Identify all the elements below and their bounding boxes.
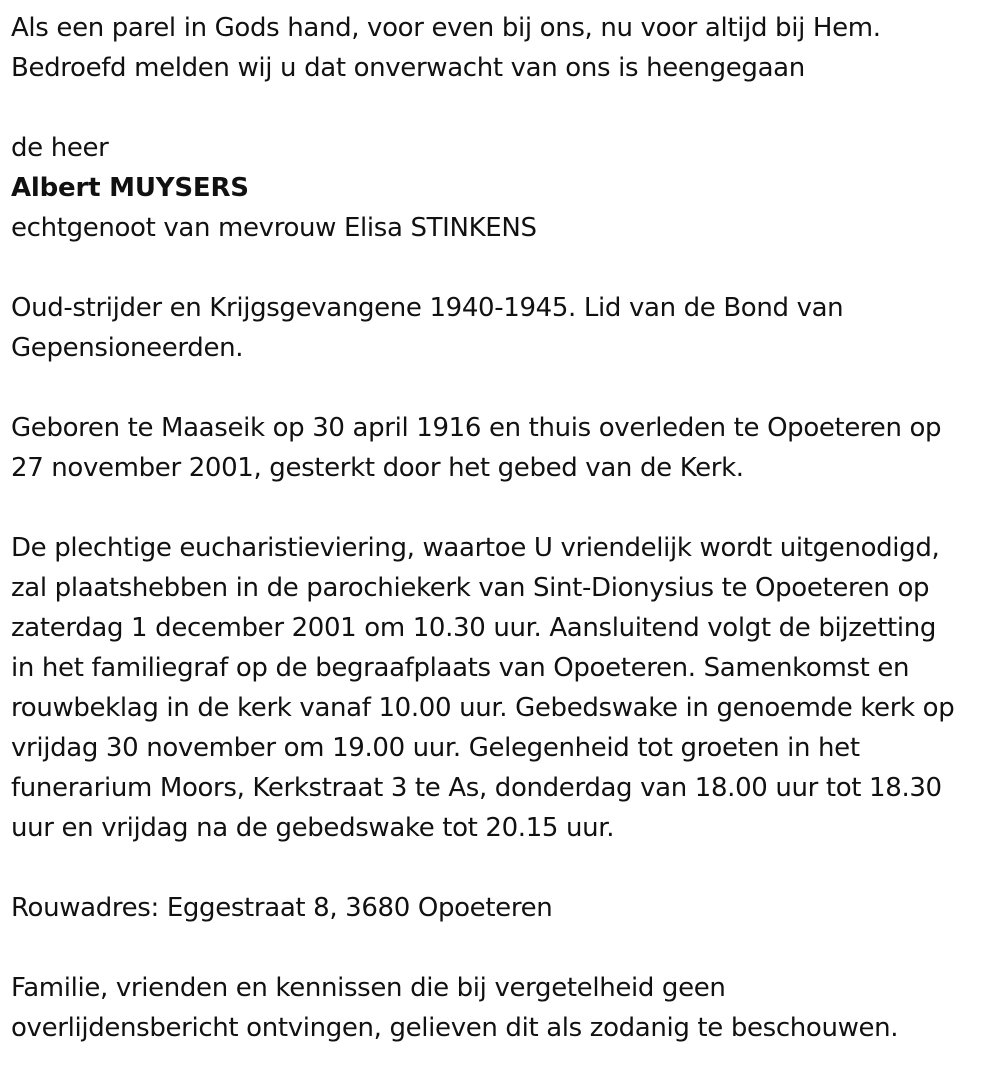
bio-line: Gepensioneerden. bbox=[11, 333, 244, 363]
paragraph-spacer bbox=[11, 88, 991, 128]
paragraph-spacer bbox=[11, 848, 991, 888]
birth-death-line: 27 november 2001, gesterkt door het gebed van de Kerk. bbox=[11, 453, 744, 483]
paragraph-spacer bbox=[11, 488, 991, 528]
honorific: de heer bbox=[11, 133, 109, 163]
closing-line: overlijdensbericht ontvingen, gelieven dit als zodanig te beschouwen. bbox=[11, 1013, 899, 1043]
ceremony-line: De plechtige eucharistieviering, waartoe U vriendelijk wordt uitgenodigd, bbox=[11, 533, 940, 563]
deceased-name: Albert MUYSERS bbox=[11, 173, 249, 203]
closing-line: Familie, vrienden en kennissen die bij vergetelheid geen bbox=[11, 973, 726, 1003]
ceremony-line: vrijdag 30 november om 19.00 uur. Gelegenheid tot groeten in het bbox=[11, 733, 860, 763]
ceremony-line: zaterdag 1 december 2001 om 10.30 uur. Aansluitend volgt de bijzetting bbox=[11, 613, 937, 643]
ceremony-line: in het familiegraf op de begraafplaats van Opoeteren. Samenkomst en bbox=[11, 653, 910, 683]
ceremony-line: zal plaatshebben in de parochiekerk van Sint-Dionysius te Opoeteren op bbox=[11, 573, 930, 603]
paragraph-spacer bbox=[11, 368, 991, 408]
ceremony-line: uur en vrijdag na de gebedswake tot 20.15 uur. bbox=[11, 813, 615, 843]
ceremony-line: funerarium Moors, Kerkstraat 3 te As, donderdag van 18.00 uur tot 18.30 bbox=[11, 773, 942, 803]
paragraph-spacer bbox=[11, 928, 991, 968]
birth-death-line: Geboren te Maaseik op 30 april 1916 en thuis overleden te Opoeteren op bbox=[11, 413, 942, 443]
ceremony-line: rouwbeklag in de kerk vanaf 10.00 uur. Gebedswake in genoemde kerk op bbox=[11, 693, 955, 723]
intro-line: Bedroefd melden wij u dat onverwacht van ons is heengegaan bbox=[11, 53, 805, 83]
intro-line: Als een parel in Gods hand, voor even bij ons, nu voor altijd bij Hem. bbox=[11, 13, 881, 43]
spouse-line: echtgenoot van mevrouw Elisa STINKENS bbox=[11, 213, 537, 243]
obituary-notice bbox=[11, 8, 991, 1048]
mourning-address: Rouwadres: Eggestraat 8, 3680 Opoeteren bbox=[11, 893, 553, 923]
bio-line: Oud-strijder en Krijgsgevangene 1940-1945. Lid van de Bond van bbox=[11, 293, 844, 323]
paragraph-spacer bbox=[11, 248, 991, 288]
